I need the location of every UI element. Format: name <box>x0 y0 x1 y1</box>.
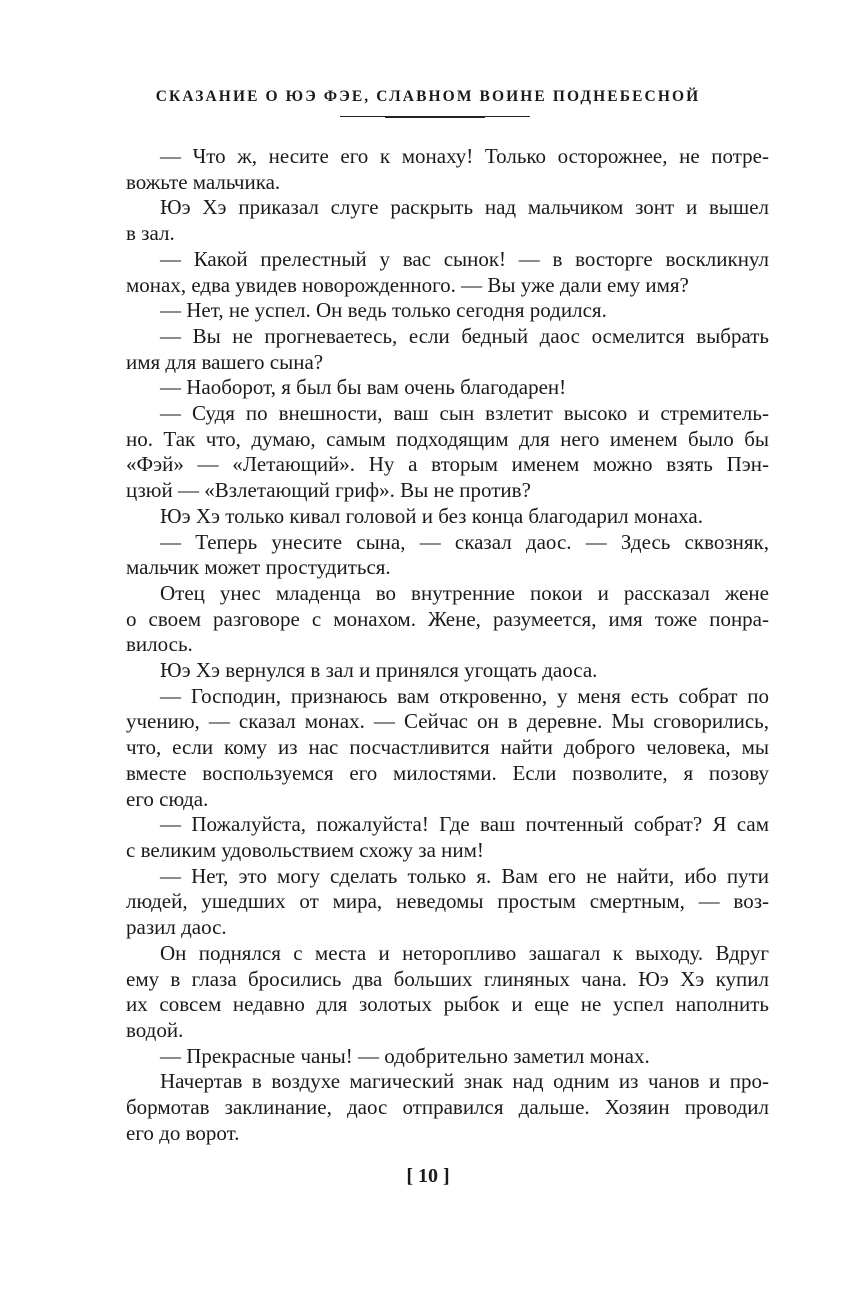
running-header: СКАЗАНИЕ О ЮЭ ФЭЕ, СЛАВНОМ ВОИНЕ ПОДНЕБЕСНОЙ <box>155 88 701 105</box>
text-line: — Нет, это могу сделать только я. Вам его не найти, ибо пути <box>160 863 769 888</box>
text-line: — Что ж, несите его к монаху! Только осторожнее, не потре- <box>160 144 769 168</box>
paragraph <box>126 941 769 1044</box>
paragraph <box>126 375 769 401</box>
text-line: — Нет, не успел. Он ведь только сегодня родился. <box>160 298 607 323</box>
text-line: Отец унес младенца во внутренние покои и рассказал жене <box>160 580 769 605</box>
text-line: в зал. <box>126 221 175 246</box>
text-line: вместе воспользуемся его милостями. Если позволите, я позову <box>126 760 769 785</box>
paragraph <box>126 195 769 246</box>
text-line: Юэ Хэ вернулся в зал и принялся угощать даоса. <box>160 658 598 683</box>
text-line: Он поднялся с места и неторопливо зашагал к выходу. Вдруг <box>160 940 769 965</box>
text-line: разил даос. <box>126 915 227 940</box>
paragraph <box>126 298 769 324</box>
paragraph <box>126 247 769 298</box>
text-line: Начертав в воздухе магический знак над одним из чанов и про- <box>160 1069 769 1094</box>
paragraph <box>126 324 769 375</box>
paragraph <box>126 530 769 581</box>
text-line: с великим удовольствием схожу за ним! <box>126 837 484 862</box>
text-line: людей, ушедших от мира, неведомы простым смертным, — воз- <box>126 889 769 914</box>
text-line: — Какой прелестный у вас сынок! — в восторге воскликнул <box>160 246 769 271</box>
text-line: цзюй — «Взлетающий гриф». Вы не против? <box>126 478 531 503</box>
text-line: — Господин, признаюсь вам откровенно, у меня есть собрат по <box>160 683 769 708</box>
text-line: вожьте мальчика. <box>126 169 281 194</box>
text-line: «Фэй» — «Летающий». Ну а вторым именем можно взять Пэн- <box>126 452 769 477</box>
paragraph <box>126 684 769 813</box>
text-line: ему в глаза бросились два больших глиняных чана. Юэ Хэ купил <box>126 966 769 991</box>
body-text <box>126 144 769 1146</box>
paragraph <box>126 401 769 504</box>
paragraph <box>126 1069 769 1146</box>
text-line: монах, едва увидев новорожденного. — Вы уже дали ему имя? <box>126 272 689 297</box>
paragraph <box>126 144 769 195</box>
text-line: — Прекрасные чаны! — одобрительно заметил монах. <box>160 1043 650 1068</box>
paragraph <box>126 658 769 684</box>
page-number: [ 10 ] <box>406 1165 450 1187</box>
text-line: — Наоборот, я был бы вам очень благодарен! <box>160 375 567 400</box>
text-line: — Судя по внешности, ваш сын взлетит высоко и стремитель- <box>160 401 769 426</box>
text-line: имя для вашего сына? <box>126 349 324 374</box>
text-line: Юэ Хэ приказал слуге раскрыть над мальчиком зонт и вышел <box>160 195 769 220</box>
text-line: о своем разговоре с монахом. Жене, разумеется, имя тоже понра- <box>126 606 769 631</box>
paragraph <box>126 1044 769 1070</box>
text-line: что, если кому из нас посчастливится найти доброго человека, мы <box>126 735 769 760</box>
text-line: водой. <box>126 1017 184 1042</box>
text-line: вилось. <box>126 632 193 657</box>
text-line: его до ворот. <box>126 1120 240 1145</box>
text-line: — Теперь унесите сына, — сказал даос. — Здесь сквозняк, <box>160 529 769 554</box>
text-line: Юэ Хэ только кивал головой и без конца благодарил монаха. <box>160 503 703 528</box>
paragraph <box>126 864 769 941</box>
header-rule-accent <box>385 116 485 118</box>
text-line: — Пожалуйста, пожалуйста! Где ваш почтенный собрат? Я сам <box>160 812 769 837</box>
text-line: учению, — сказал монах. — Сейчас он в деревне. Мы сговорились, <box>126 709 769 734</box>
paragraph <box>126 581 769 658</box>
paragraph <box>126 504 769 530</box>
text-line: но. Так что, думаю, самым подходящим для него именем было бы <box>126 426 769 451</box>
text-line: бормотав заклинание, даос отправился дальше. Хозяин проводил <box>126 1095 769 1120</box>
text-line: мальчик может простудиться. <box>126 555 391 580</box>
text-line: их совсем недавно для золотых рыбок и еще не успел наполнить <box>126 992 769 1017</box>
paragraph <box>126 812 769 863</box>
text-line: его сюда. <box>126 786 209 811</box>
text-line: — Вы не прогневаетесь, если бедный даос осмелится выбрать <box>160 323 769 348</box>
